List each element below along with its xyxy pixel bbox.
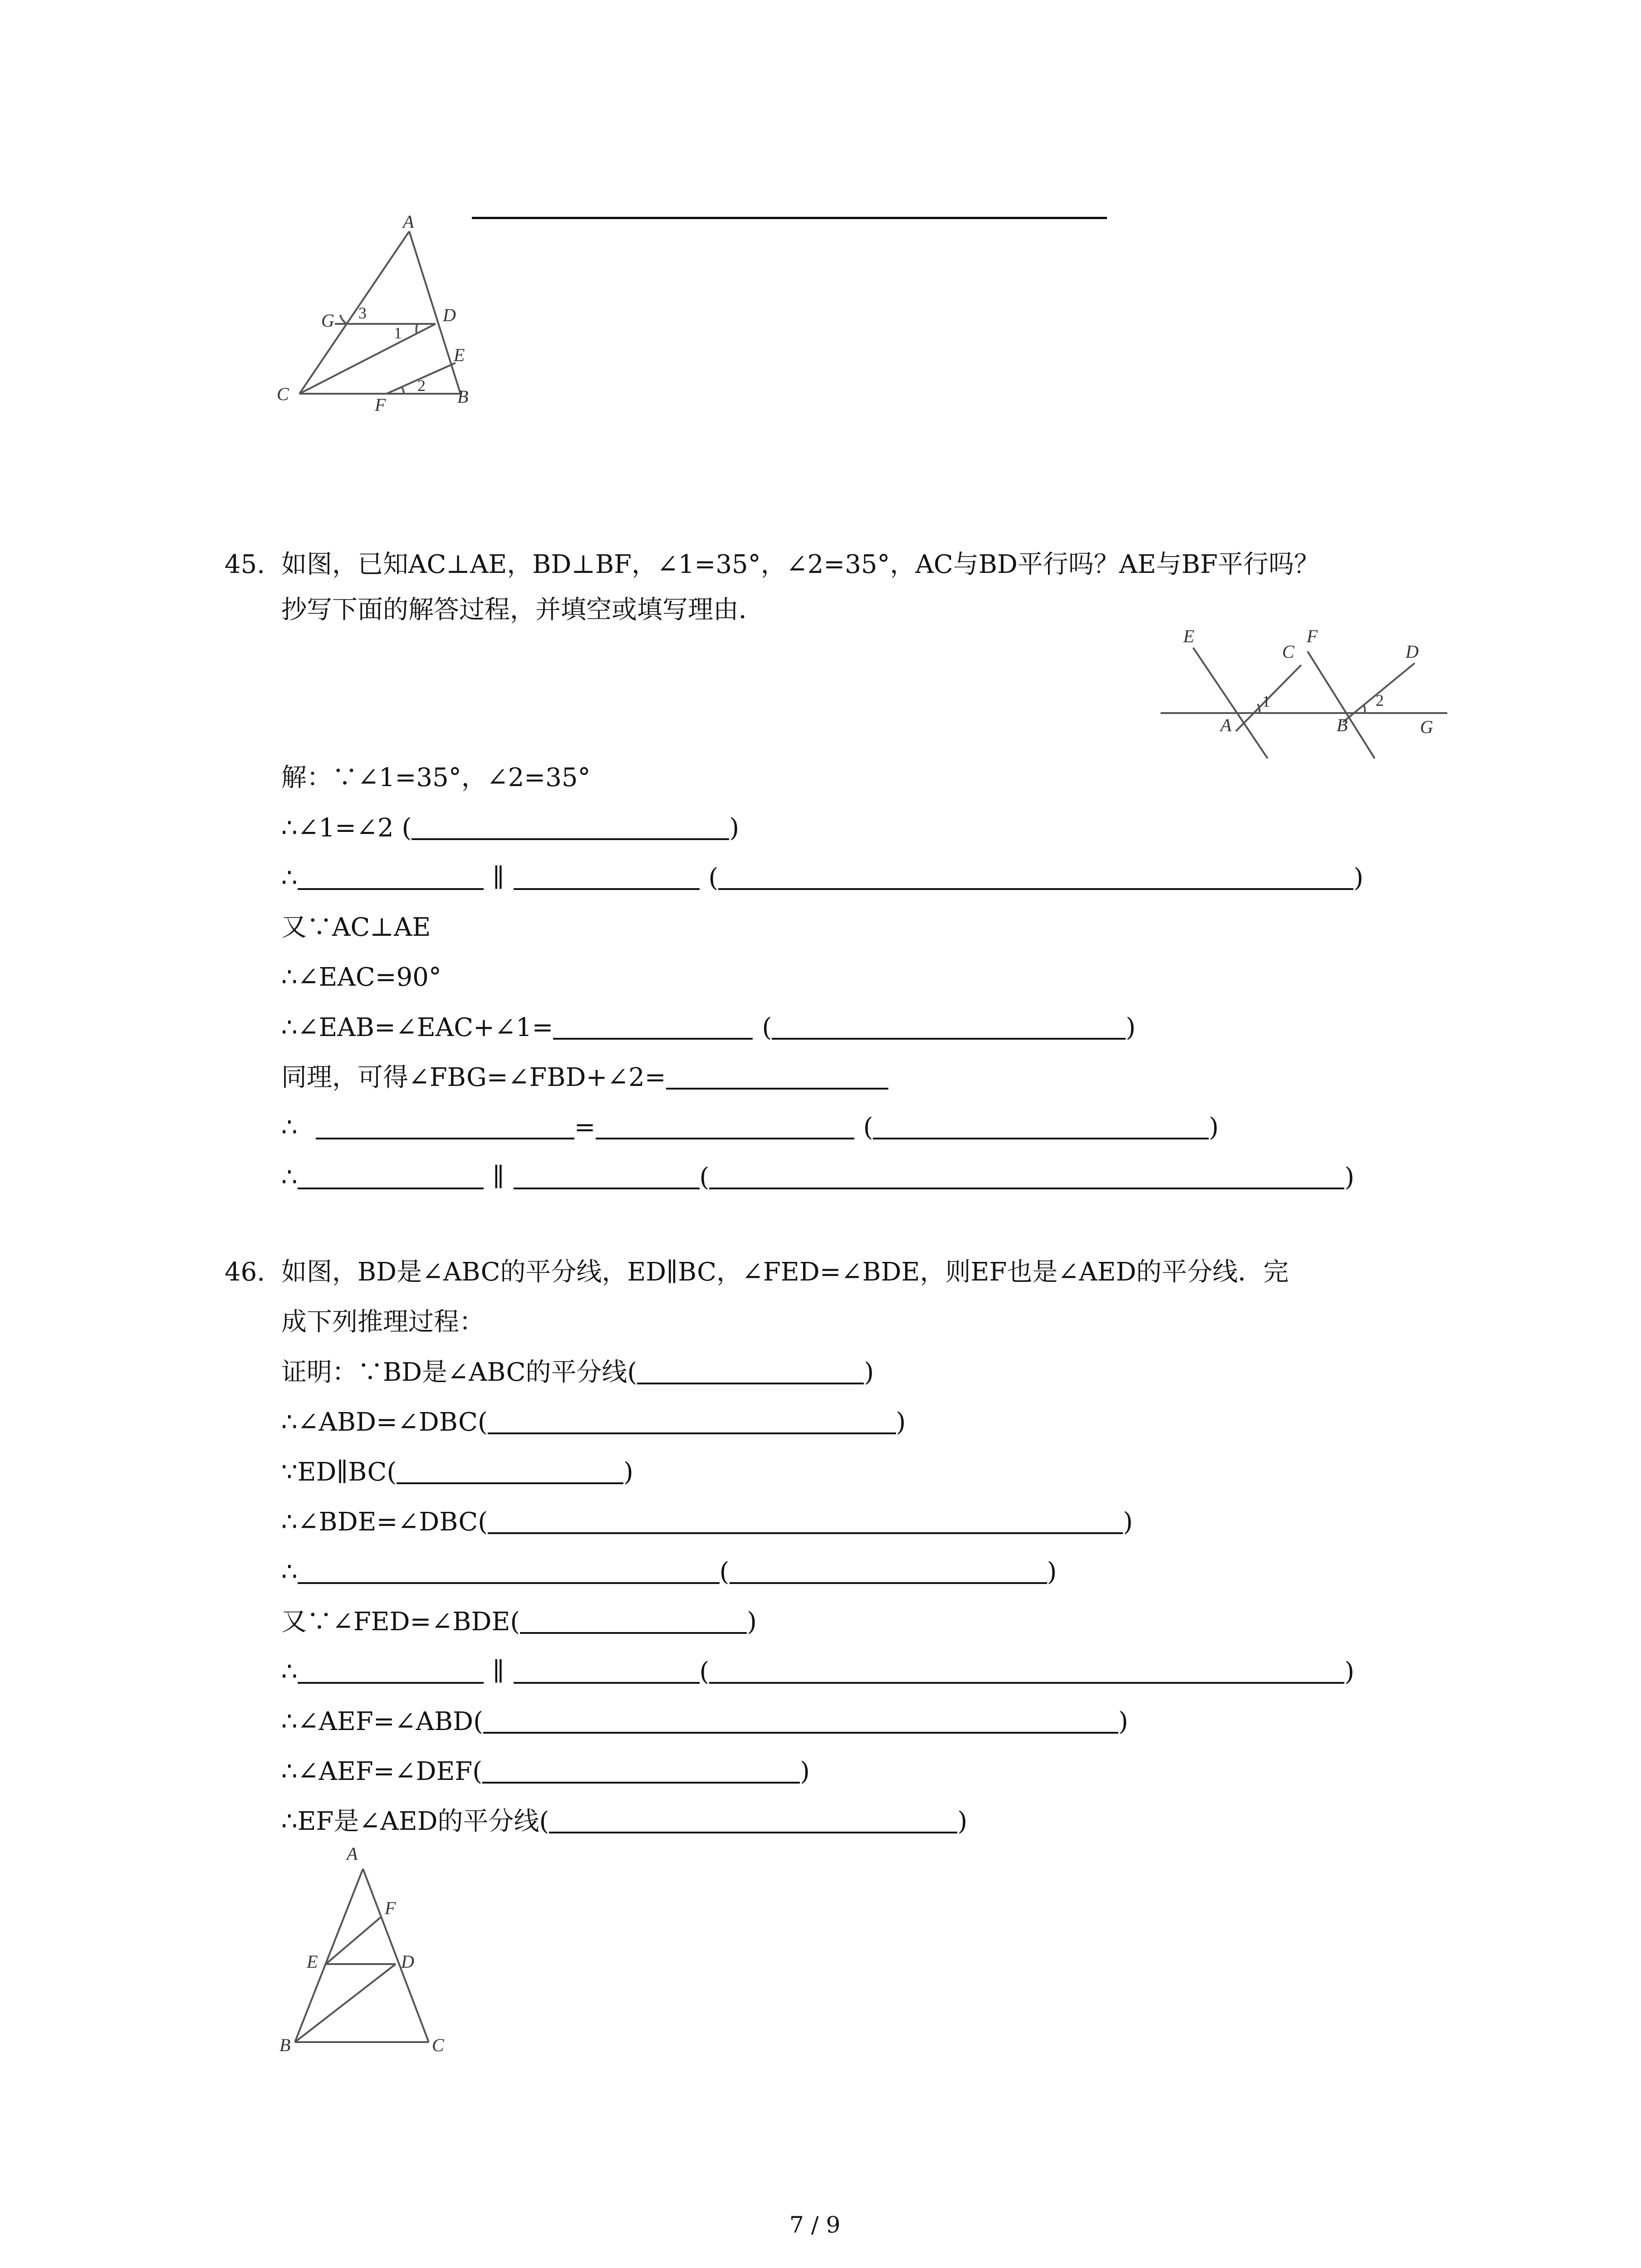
step-text: 又∵∠FED=∠BDE( <box>281 1607 520 1637</box>
q45-step-5: ∴∠EAC=90° <box>281 963 441 992</box>
q46-text-line2: 成下列推理过程： <box>281 1307 485 1337</box>
q45-step-6 <box>281 1012 1136 1044</box>
answer-blank[interactable] <box>666 1061 888 1090</box>
step-text: ) <box>1209 1113 1219 1142</box>
triangle-figure-top <box>268 213 513 413</box>
answer-blank[interactable] <box>718 862 1353 890</box>
q45-step-2 <box>281 812 739 844</box>
q46-number: 46. <box>225 1257 265 1287</box>
step-text: ∴ <box>281 1163 298 1192</box>
answer-blank[interactable] <box>709 1656 1344 1684</box>
fig-label: E <box>454 345 465 365</box>
fig-label: C <box>432 2035 444 2055</box>
q46-step-10 <box>281 1805 967 1838</box>
answer-blank[interactable] <box>596 1111 854 1139</box>
answer-blank[interactable] <box>637 1356 864 1384</box>
page-number: 7 / 9 <box>789 2212 841 2238</box>
answer-blank[interactable] <box>709 1161 1344 1189</box>
fig-label: A <box>347 1843 358 1864</box>
fig-label: F <box>375 395 386 413</box>
answer-blank[interactable] <box>488 1406 896 1434</box>
step-text: ) <box>1047 1557 1057 1587</box>
q46-text-line1: 如图，BD是∠ABC的平分线，ED∥BC，∠FED=∠BDE，则EF也是∠AED的平分线．完 <box>281 1257 1289 1287</box>
answer-blank[interactable] <box>411 812 729 840</box>
answer-blank[interactable] <box>298 1556 720 1584</box>
fig-label: 3 <box>358 304 367 322</box>
answer-blank[interactable] <box>298 1161 484 1189</box>
q45-step-8 <box>281 1111 1219 1144</box>
q45-text-line2: 抄写下面的解答过程，并填空或填写理由． <box>281 595 764 625</box>
step-text: ∴∠BDE=∠DBC( <box>281 1507 488 1537</box>
fig-label: B <box>279 2035 291 2055</box>
step-text: ∴ <box>281 863 298 893</box>
fig-label: 1 <box>394 324 402 342</box>
step-text: ) <box>1118 1707 1128 1736</box>
answer-blank[interactable] <box>482 1755 800 1784</box>
step-text: ∴∠AEF=∠DEF( <box>281 1757 483 1786</box>
step-text: ) <box>747 1607 757 1637</box>
step-text: ∴∠EAB=∠EAC+∠1= <box>281 1013 554 1042</box>
step-text: ( <box>719 1557 730 1587</box>
answer-blank[interactable] <box>553 1012 753 1040</box>
q45-text-line1: 如图，已知AC⊥AE，BD⊥BF，∠1=35°，∠2=35°，AC与BD平行吗？AE与BF平行吗？ <box>281 550 1320 579</box>
step-text: ∴EF是∠AED的平分线( <box>281 1807 549 1836</box>
step-text: ∥ <box>492 863 505 893</box>
step-text: ) <box>1344 1163 1355 1192</box>
answer-blank[interactable] <box>514 1656 700 1684</box>
q45-number: 45. <box>225 550 265 579</box>
q46-step-1 <box>281 1356 874 1388</box>
answer-blank[interactable] <box>298 862 484 890</box>
q45-step-9 <box>281 1161 1354 1193</box>
step-text: ( <box>699 1657 710 1686</box>
fig-label: B <box>457 386 469 407</box>
fig-label: F <box>385 1898 396 1918</box>
fig-label: D <box>401 1951 414 1972</box>
fig-label: C <box>1282 641 1294 662</box>
step-text: ∴∠ABD=∠DBC( <box>281 1408 488 1437</box>
answer-blank[interactable] <box>316 1111 574 1139</box>
step-text: ) <box>800 1757 810 1786</box>
answer-blank[interactable] <box>483 1706 1118 1734</box>
q46-step-2 <box>281 1406 906 1438</box>
fig-label: A <box>403 213 414 232</box>
q46-step-7 <box>281 1656 1354 1688</box>
step-text: ( <box>699 1163 710 1192</box>
answer-blank[interactable] <box>514 862 700 890</box>
fig-label: G <box>321 310 334 331</box>
step-text: ∥ <box>492 1657 505 1686</box>
step-text: ) <box>864 1358 874 1387</box>
fig-label: B <box>1337 715 1348 735</box>
answer-blank[interactable] <box>520 1606 747 1634</box>
fig-label: D <box>1406 641 1419 662</box>
step-text: = <box>574 1113 596 1142</box>
answer-blank[interactable] <box>772 1012 1126 1040</box>
step-text: ) <box>957 1807 968 1836</box>
q45-step-4: 又∵AC⊥AE <box>281 913 431 942</box>
step-text: ( <box>708 863 719 893</box>
step-text: ) <box>729 813 740 843</box>
step-text: ) <box>1126 1013 1136 1042</box>
q46-step-8 <box>281 1706 1128 1738</box>
answer-blank[interactable] <box>730 1556 1047 1584</box>
step-text: ) <box>1353 863 1364 893</box>
q46-step-3 <box>281 1456 633 1488</box>
fig-label: E <box>307 1951 318 1972</box>
fig-label: F <box>1307 626 1318 646</box>
answer-blank[interactable] <box>298 1656 484 1684</box>
answer-blank[interactable] <box>549 1805 957 1833</box>
fig-label: C <box>277 384 289 404</box>
step-text: ( <box>863 1113 873 1142</box>
answer-blank[interactable] <box>514 1161 700 1189</box>
step-text: ) <box>623 1457 634 1487</box>
step-text: ∴ <box>281 1113 298 1142</box>
fig-label: A <box>1220 715 1232 735</box>
fig-label: 2 <box>417 376 426 395</box>
step-text: ∴∠AEF=∠ABD( <box>281 1707 483 1736</box>
step-text: ∵ED∥BC( <box>281 1457 397 1487</box>
step-text: 同理，可得∠FBG=∠FBD+∠2= <box>281 1063 666 1092</box>
fig-label: 2 <box>1376 691 1384 709</box>
fig-label: E <box>1183 626 1195 646</box>
parallel-lines-figure <box>1157 626 1456 762</box>
q45-step-3 <box>281 862 1363 894</box>
step-text: 证明：∵BD是∠ABC的平分线( <box>281 1358 637 1387</box>
answer-blank[interactable] <box>488 1506 1123 1534</box>
step-text: ∴ <box>281 1657 298 1686</box>
answer-blank[interactable] <box>873 1111 1209 1139</box>
q45-step-7 <box>281 1061 888 1094</box>
step-text: ∴ <box>281 1557 298 1587</box>
step-text: ) <box>896 1408 906 1437</box>
triangle-figure-bottom <box>272 1842 490 2059</box>
answer-blank[interactable] <box>397 1456 623 1484</box>
step-text: ( <box>762 1013 772 1042</box>
step-text: ∴∠1=∠2 ( <box>281 813 412 843</box>
fig-label: D <box>443 305 456 325</box>
step-text: ∥ <box>492 1163 505 1192</box>
q46-step-9 <box>281 1755 810 1788</box>
answer-line <box>472 217 1107 219</box>
q46-step-5 <box>281 1556 1057 1588</box>
step-text: ) <box>1123 1507 1133 1537</box>
fig-label: 1 <box>1262 692 1270 710</box>
q46-step-6 <box>281 1606 757 1638</box>
q45-step-1: 解：∵∠1=35°，∠2=35° <box>281 763 591 792</box>
step-text: ) <box>1344 1657 1355 1686</box>
q46-step-4 <box>281 1506 1133 1538</box>
fig-label: G <box>1420 717 1433 737</box>
